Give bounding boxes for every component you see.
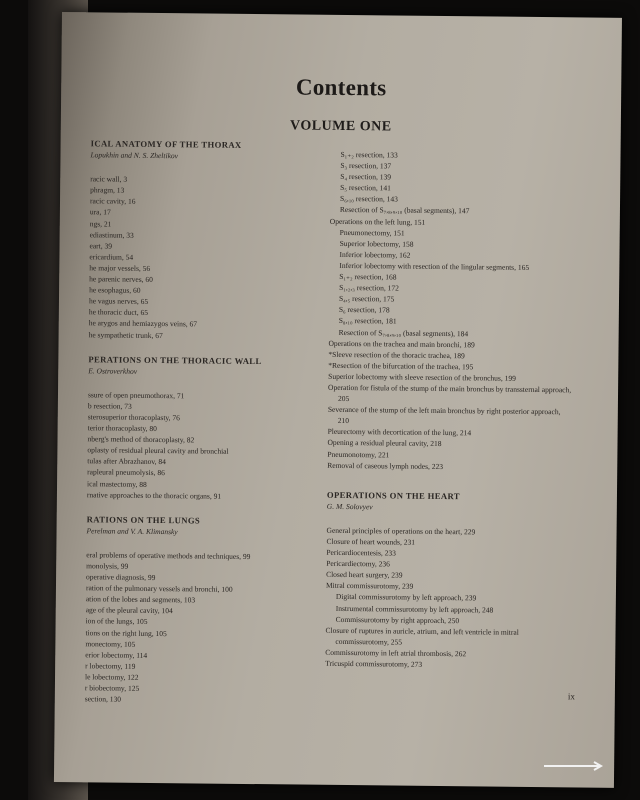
toc-entry: ration of the pulmonary vessels and bronchi, 100 [85, 583, 233, 595]
toc-entry: Closure of ruptures in auricle, atrium, and left ventricle in mitral commissurotomy, 255 [325, 625, 519, 647]
toc-entry: b resection, 73 [87, 401, 132, 411]
section-authors: Lopukhin and N. S. Zheltikov [90, 150, 179, 161]
toc-entry: S₅ resection, 141 [340, 183, 391, 193]
toc-entry: Closure of heart wounds, 231 [326, 536, 416, 547]
page-title: Contents [295, 74, 387, 101]
arrow-right-icon [544, 761, 606, 771]
toc-entry: Inferior lobectomy, 162 [339, 249, 411, 260]
toc-entry: *Sleeve resection of the thoracic trachea, 189 [328, 349, 465, 360]
toc-entry: Pericardiectomy, 236 [326, 558, 390, 569]
section-authors: G. M. Solovyev [326, 501, 373, 512]
toc-entry: tions on the right lung, 105 [85, 627, 167, 638]
left-column [85, 138, 341, 707]
toc-entry: rnative approaches to the thoracic organs, 91 [86, 489, 222, 501]
toc-entry: eral problems of operative methods and techniques, 99 [86, 550, 251, 561]
entry-list [327, 149, 575, 473]
toc-entry: he arygos and hemiazygos veins, 67 [88, 318, 198, 329]
toc-entry: ngs, 21 [89, 218, 112, 229]
right-column [325, 149, 575, 672]
toc-entry: ion of the lungs, 105 [85, 616, 148, 627]
toc-entry: Tricuspid commissurotomy, 273 [325, 658, 423, 669]
toc-entry: ical mastectomy, 88 [87, 478, 147, 489]
toc-entry: Instrumental commissurotomy by left approach, 248 [335, 603, 494, 615]
toc-entry: Mitral commissurotomy, 239 [325, 581, 414, 592]
toc-entry: Superior lobectomy, 158 [339, 238, 414, 249]
toc-entry: Closed heart surgery, 239 [326, 570, 403, 580]
toc-entry: he esophagus, 60 [89, 285, 141, 295]
toc-entry: sterosuperior thoracoplasty, 76 [87, 412, 181, 423]
toc-entry: r biobectomy, 125 [84, 683, 140, 693]
toc-entry: S₃ resection, 137 [340, 161, 392, 171]
page-number: ix [567, 691, 575, 702]
section-anatomy [89, 138, 341, 342]
toc-entry: Inferior lobectomy with resection of the lingular segments, 165 [339, 260, 530, 272]
entry-list [325, 525, 571, 672]
toc-entry: Pericardiocentesis, 233 [326, 547, 396, 558]
toc-entry: he parenic nerves, 60 [89, 274, 153, 284]
section-heading: OPERATIONS ON THE HEART [326, 489, 460, 501]
toc-entry: Commissurotomy in left atrial thrombosis, 262 [325, 647, 467, 659]
section-thoracic-wall [87, 354, 339, 503]
toc-entry: General principles of operations on the heart, 229 [326, 525, 476, 537]
toc-entry: S₈,₁₀ resection, 181 [338, 316, 397, 326]
section-heart [325, 490, 572, 672]
toc-entry: S₄,₅ resection, 175 [338, 294, 395, 304]
toc-entry: phragm, 13 [90, 185, 125, 195]
toc-entry: ericardium, 54 [89, 252, 134, 262]
toc-entry: operative diagnosis, 99 [86, 572, 156, 583]
toc-entry: age of the pleural cavity, 104 [85, 605, 173, 616]
book-page [54, 12, 622, 788]
toc-entry: erior lobectomy, 114 [85, 650, 148, 660]
toc-entry: he sympathetic trunk, 67 [88, 329, 163, 340]
toc-entry: ura, 17 [89, 207, 111, 217]
section-authors: E. Ostroverkhov [88, 365, 138, 376]
toc-entry: oplasty of residual pleural cavity and bronchial [87, 445, 229, 457]
toc-entry: he vagus nerves, 65 [88, 296, 149, 307]
toc-entry: Superior lobectomy with sleeve resection of the bronchus, 199 [328, 371, 516, 383]
toc-entry: Pleurectomy with decortication of the lung, 214 [327, 427, 472, 438]
toc-entry: Resection of S₇,₈,₉,₁₀ (basal segments), 147 [339, 205, 470, 216]
section-lungs [85, 514, 337, 707]
section-heading: RATIONS ON THE LUNGS [86, 514, 201, 526]
volume-heading: VOLUME ONE [289, 118, 392, 135]
toc-entry: S₄ resection, 139 [340, 172, 392, 182]
entry-list [89, 173, 341, 342]
toc-entry: r lobectomy, 119 [85, 661, 136, 671]
toc-entry: Operations on the left lung, 151 [329, 216, 426, 227]
toc-entry: S₁₊₂ resection, 168 [339, 271, 397, 282]
toc-entry: Digital commissurotomy by left approach, 239 [335, 592, 477, 603]
toc-entry: he thoracic duct, 65 [88, 307, 149, 318]
toc-entry: ssure of open pneumothorax, 71 [87, 390, 185, 401]
toc-entry: he major vessels, 56 [89, 263, 151, 273]
toc-entry: Pneumonotomy, 221 [327, 449, 390, 459]
toc-entry: Opening a residual pleural cavity, 218 [327, 438, 442, 449]
toc-entry: rapleural pneumolysis, 86 [87, 467, 165, 478]
section-authors: Perelman and V. A. Klimansky [86, 526, 178, 537]
toc-entry: S₆ resection, 178 [338, 305, 390, 315]
toc-entry: nberg's method of thoracoplasty, 82 [87, 434, 195, 445]
toc-entry: terior thoracoplasty, 80 [87, 423, 157, 434]
toc-entry: monectomy, 105 [85, 638, 136, 649]
toc-entry: *Resection of the bifurcation of the trachea, 195 [328, 360, 474, 372]
toc-entry: Removal of caseous lymph nodes, 223 [327, 460, 444, 471]
toc-entry: section, 130 [84, 694, 122, 704]
toc-entry: S₁,₂,₃ resection, 172 [339, 283, 399, 293]
toc-entry: tulas after Abrazhanov, 84 [87, 456, 166, 467]
toc-entry: Operations on the trachea and main bronchi, 189 [328, 338, 475, 349]
toc-entry: S₁₊₂ resection, 133 [340, 149, 398, 160]
toc-entry: ation of the lobes and segments, 103 [85, 594, 196, 605]
toc-entry: le lobectomy, 122 [84, 672, 139, 682]
toc-entry: Operation for fistula of the stump of the main bronchus by transsternal approach, 205 [328, 382, 572, 404]
toc-entry: S₆,₁₀ resection, 143 [340, 194, 398, 204]
toc-entry: eart, 39 [89, 241, 113, 251]
toc-entry: Severance of the stump of the left main bronchus by right posterior approach, 210 [327, 404, 561, 426]
toc-entry: Resection of S₇,₈,₉,₁₀ (basal segments), 184 [338, 327, 469, 338]
toc-entry: Commissurotomy by right approach, 250 [335, 614, 460, 625]
section-heading: ICAL ANATOMY OF THE THORAX [90, 138, 242, 150]
toc-entry: racic wall, 3 [90, 174, 128, 184]
toc-entry: ediastinum, 33 [89, 229, 134, 240]
toc-entry: racic cavity, 16 [89, 196, 136, 207]
section-heading: PERATIONS ON THE THORACIC WALL [88, 353, 262, 366]
entry-list [87, 389, 338, 503]
toc-entry: Pneumonectomy, 151 [339, 227, 405, 238]
entry-list [85, 549, 337, 707]
toc-entry: monolysis, 99 [86, 561, 129, 571]
